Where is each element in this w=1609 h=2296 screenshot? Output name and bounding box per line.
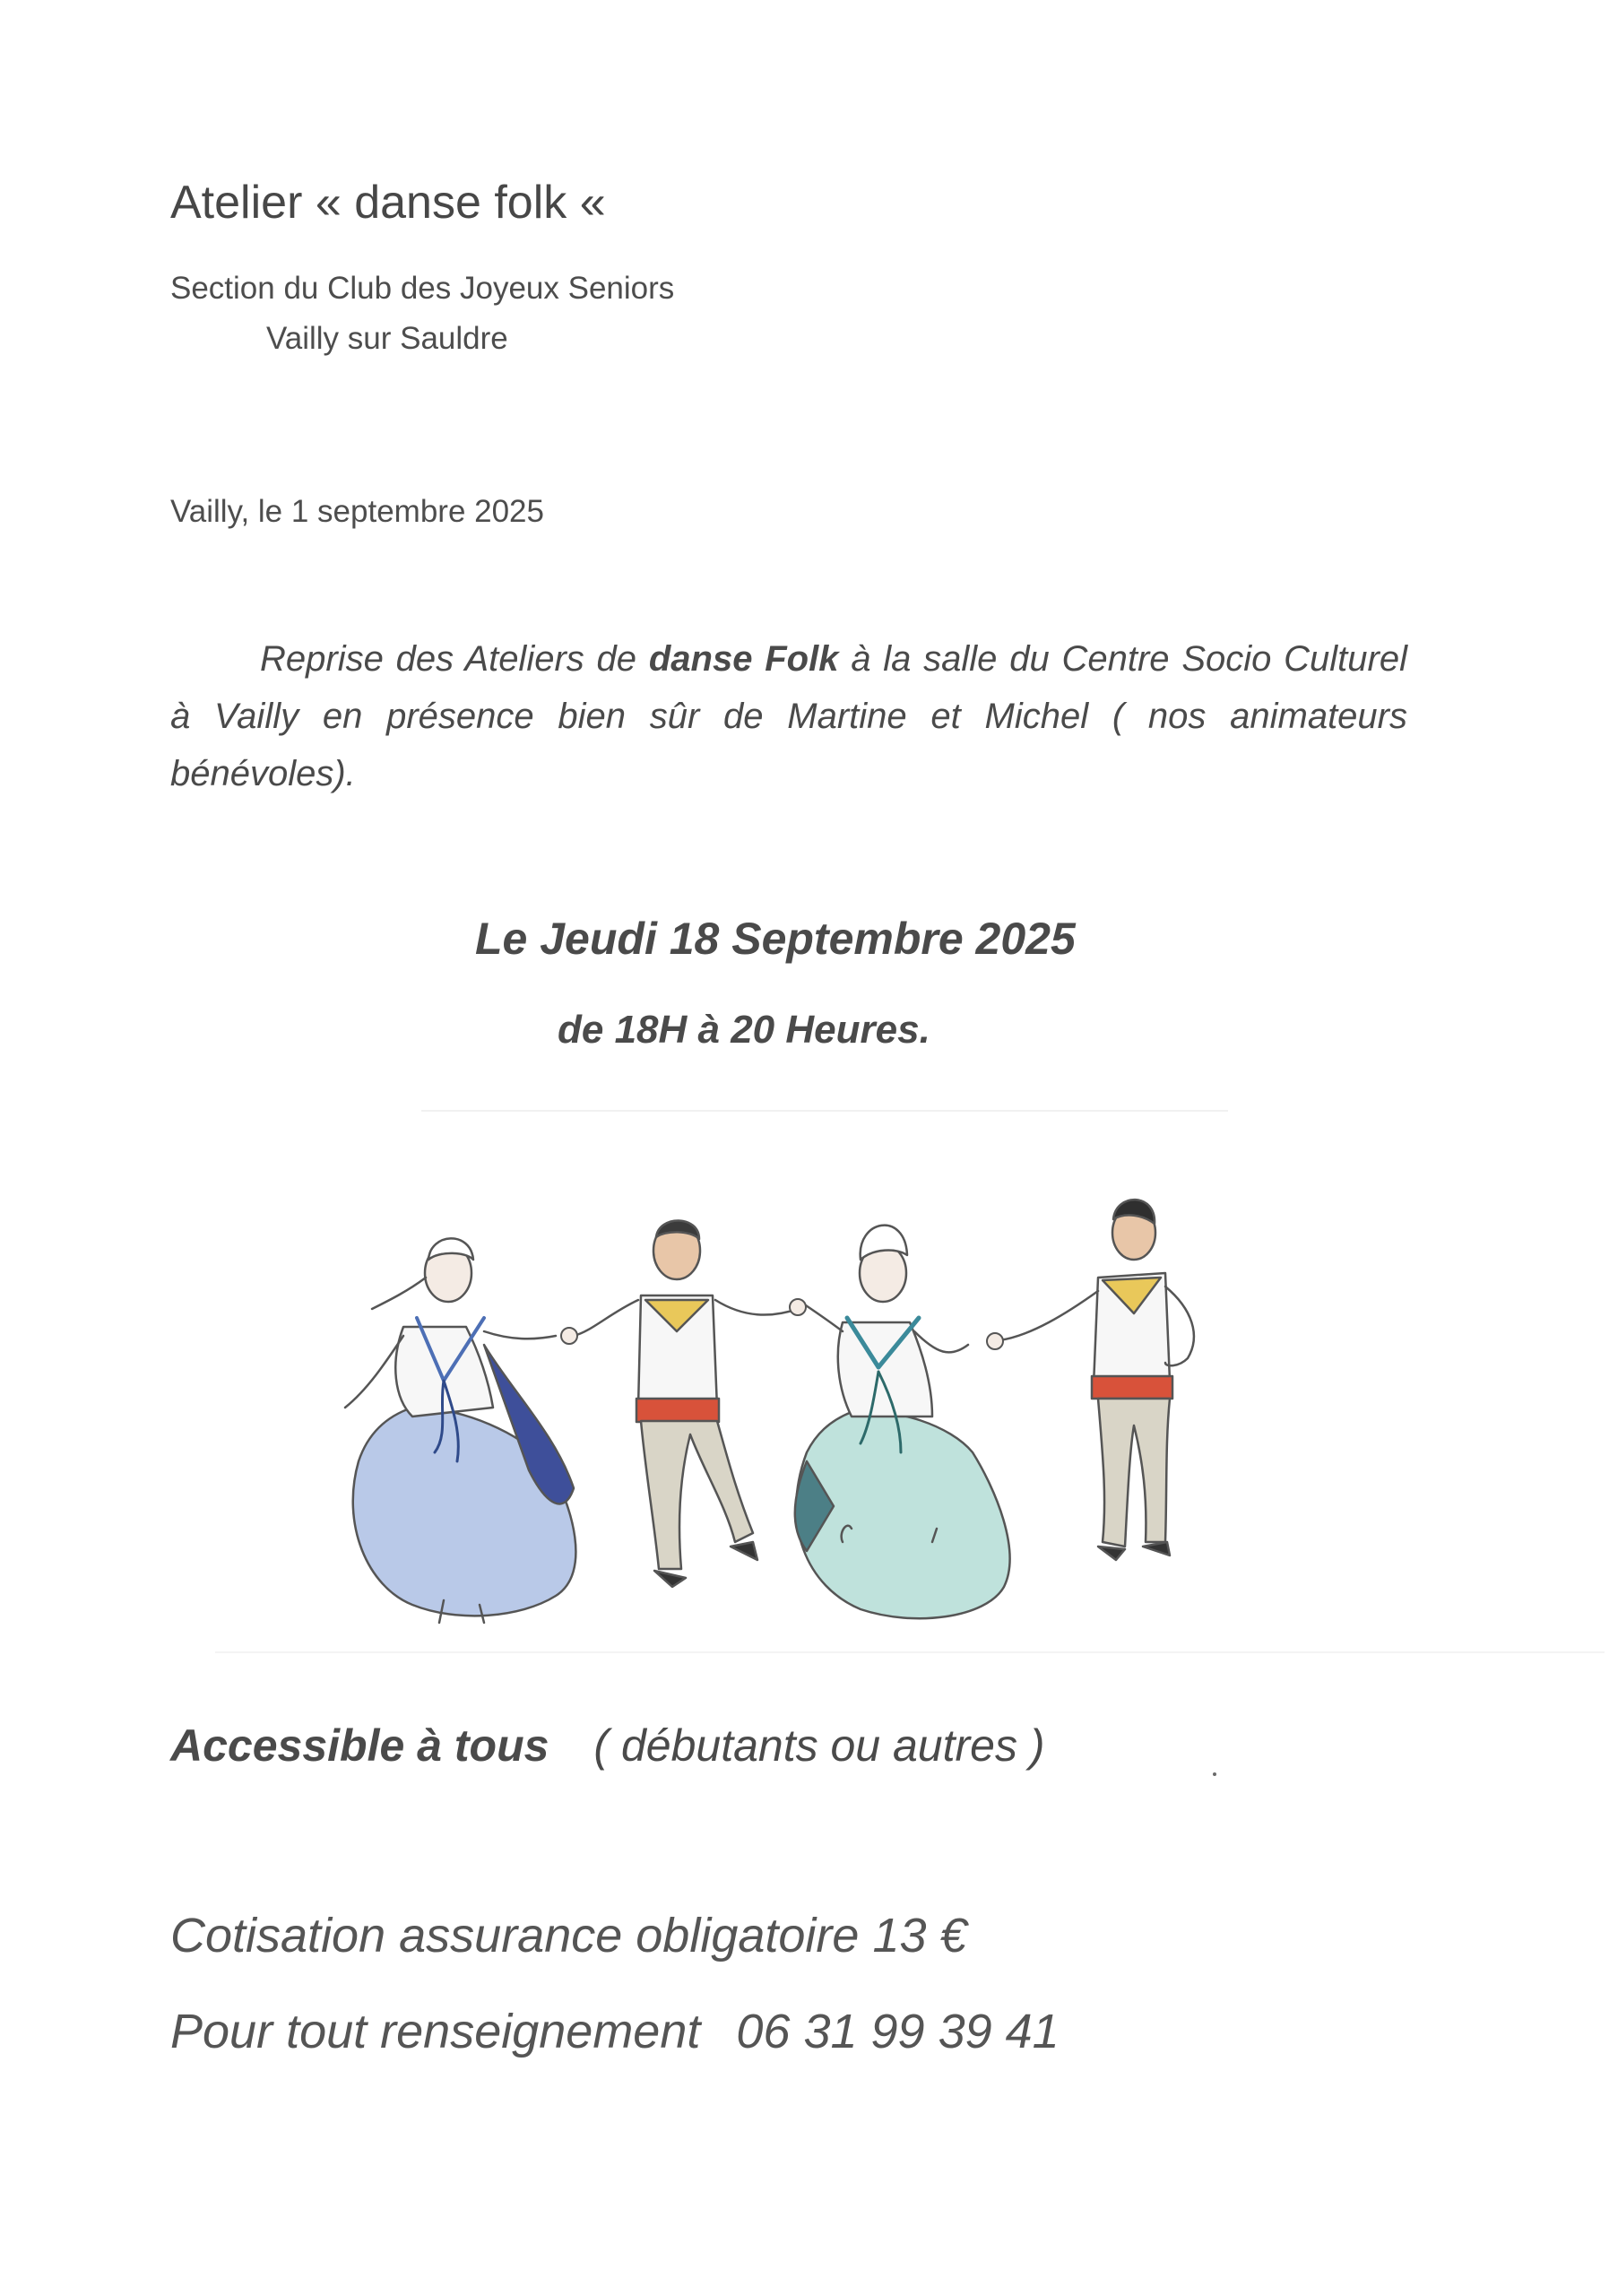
contact-label: Pour tout renseignement [170,2005,701,2058]
announcement-part2: à la salle du Centre Socio Culturel à Vailly en présence bien sûr de Martine et Michel ( nos animateurs bénévoles). [170,639,1407,793]
announcement-bold: danse Folk [648,639,839,679]
dancer-woman-blue [345,1238,575,1623]
announcement-paragraph [170,630,1407,802]
club-location: Vailly sur Sauldre [266,321,508,356]
accessibility-note [170,1720,1045,1772]
page-title: Atelier « danse folk « [170,177,606,229]
accessibility-detail: ( débutants ou autres ) [593,1720,1045,1771]
contact-phone: 06 31 99 39 41 [736,2005,1060,2058]
accessibility-bold: Accessible à tous [170,1720,549,1771]
announcement-part1: Reprise des Ateliers de [260,639,649,679]
dancer-woman-teal [795,1226,1010,1619]
insurance-fee: Cotisation assurance obligatoire 13 € [170,1909,967,1962]
dancer-man-red-sash [574,1220,798,1587]
scan-divider [421,1110,1228,1112]
folk-dancers-illustration [305,1165,1237,1632]
event-time: de 18H à 20 Heures. [558,1008,930,1052]
scan-divider-lower [215,1651,1605,1653]
dancer-man-yellow-scarf [999,1200,1194,1560]
club-section: Section du Club des Joyeux Seniors [170,271,675,306]
dateline: Vailly, le 1 septembre 2025 [170,494,544,529]
contact-line [170,2004,1060,2059]
scan-speck [1213,1772,1216,1776]
event-date: Le Jeudi 18 Septembre 2025 [475,914,1076,964]
